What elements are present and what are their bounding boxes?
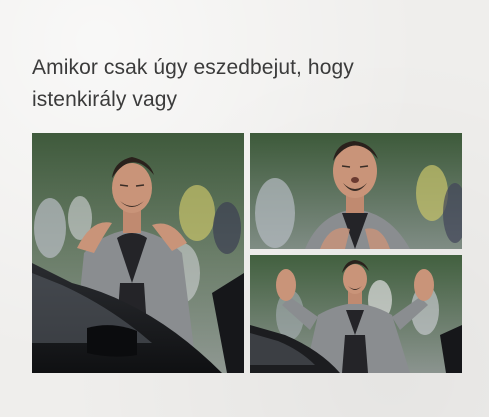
photo-panel-left bbox=[32, 133, 244, 373]
photo-panel-bottom-right bbox=[250, 255, 462, 373]
photo-man-hands-raised bbox=[250, 255, 462, 373]
photo-man-face-closeup bbox=[250, 133, 462, 249]
meme-caption bbox=[32, 52, 462, 116]
photo-panel-top-right bbox=[250, 133, 462, 249]
photo-man-eyes-closed-hands-chest bbox=[32, 133, 244, 373]
caption-line-2: istenkirály vagy bbox=[32, 88, 178, 111]
caption-line-1: Amikor csak úgy eszedbejut, hogy bbox=[32, 56, 354, 79]
